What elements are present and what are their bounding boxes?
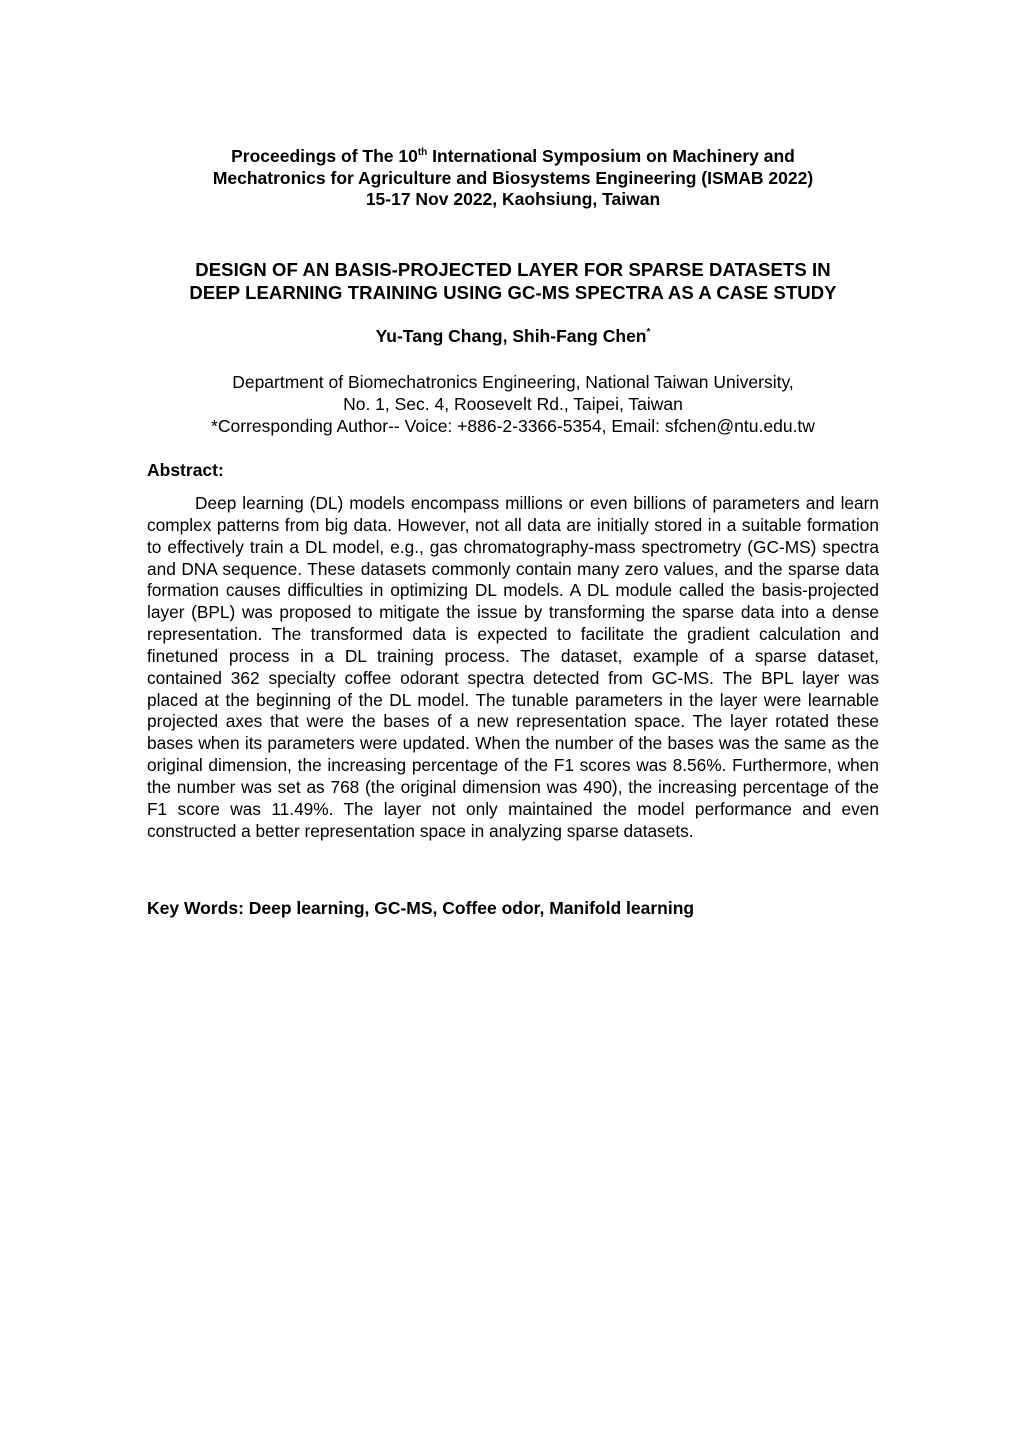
abstract-body: Deep learning (DL) models encompass millions or even billions of parameters and learn complex patterns from big data. However, not all data are initially stored in a suitable formation to effectively train a DL model, e.g., gas chromatography-mass spectrometry (GC-MS) spectra and DNA sequence. These datasets commonly contain many zero values, and the sparse data formation causes difficulties in optimizing DL models. A DL module called the basis-projected layer (BPL) was proposed to mitigate the issue by transforming the sparse data into a dense representation. The transformed data is expected to facilitate the gradient calculation and finetuned process in a DL training process. The dataset, example of a sparse dataset, contained 362 specialty coffee odorant spectra detected from GC-MS. The BPL layer was placed at the beginning of the DL model. The tunable parameters in the layer were learnable projected axes that were the bases of a new representation space. The layer rotated these bases when its parameters were updated. When the number of the bases was the same as the original dimension, the increasing percentage of the F1 scores was 8.56%. Furthermore, when the number was set as 768 (the original dimension was 490), the increasing percentage of the F1 score was 11.49%. The layer not only maintained the model performance and even constructed a better representation space in analyzing sparse datasets. — [147, 493, 879, 841]
proceedings-header — [147, 146, 879, 211]
proceedings-line-3: 15-17 Nov 2022, Kaohsiung, Taiwan — [365, 189, 661, 209]
affiliation-line-2: No. 1, Sec. 4, Roosevelt Rd., Taipei, Taiwan — [343, 393, 683, 414]
proceedings-line-2: Mechatronics for Agriculture and Biosystems Engineering (ISMAB 2022) — [212, 167, 814, 188]
corresponding-author-mark: * — [646, 327, 651, 339]
affiliation-line-1: Department of Biomechatronics Engineering, National Taiwan University, — [232, 372, 794, 392]
affiliation-contact: *Corresponding Author-- Voice: +886-2-3366-5354, Email: sfchen@ntu.edu.tw — [211, 415, 815, 436]
paper-title — [147, 258, 879, 304]
keywords: Key Words: Deep learning, GC-MS, Coffee odor, Manifold learning — [147, 898, 695, 918]
abstract-heading: Abstract: — [147, 460, 224, 480]
proceedings-prefix: Proceedings of The 10 — [231, 146, 418, 166]
paper-title-line-1: DESIGN OF AN BASIS-PROJECTED LAYER FOR SPARSE DATASETS IN — [195, 259, 831, 280]
author-list — [147, 325, 879, 347]
author-names: Yu-Tang Chang, Shih-Fang Chen — [375, 326, 647, 346]
author-affiliation — [147, 372, 879, 437]
proceedings-line-1 — [147, 146, 879, 168]
proceedings-ordinal-superscript: th — [417, 147, 428, 159]
proceedings-suffix: International Symposium on Machinery and — [427, 146, 795, 166]
paper-title-line-2: DEEP LEARNING TRAINING USING GC-MS SPECTRA AS A CASE STUDY — [189, 282, 837, 303]
